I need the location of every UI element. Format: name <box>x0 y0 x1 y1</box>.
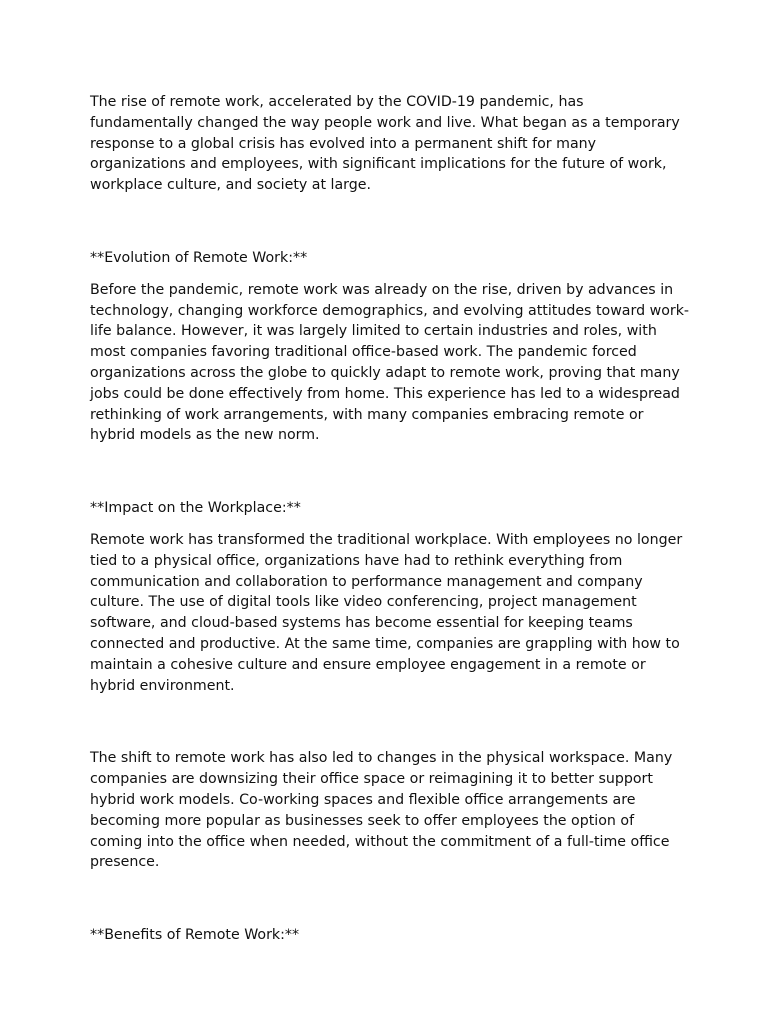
evolution-paragraph: Before the pandemic, remote work was already on the rise, driven by advances in technology, changing workforce demographics, and evolving attitudes toward work-life balance. However, it was largely limited to certain industries and roles, with most companies favoring traditional office-based work. The pandemic forced organizations across the globe to quickly adapt to remote work, proving that many jobs could be done effectively from home. This experience has led to a widespread rethinking of work arrangements, with many companies embracing remote or hybrid models as the new norm. <box>90 281 690 444</box>
evolution-heading: **Evolution of Remote Work:** <box>90 249 308 266</box>
impact-paragraph: Remote work has transformed the traditional workplace. With employees no longer tied to a physical office, organizations have had to rethink everything from communication and collaboration to performance management and company culture. The use of digital tools like video conferencing, project management software, and cloud-based systems has become essential for keeping teams connected and productive. At the same time, companies are grappling with how to maintain a cohesive culture and ensure employee engagement in a remote or hybrid environment. <box>90 531 683 694</box>
workspace-paragraph: The shift to remote work has also led to changes in the physical workspace. Many companies are downsizing their office space or reimagining it to better support hybrid work models. Co-working spaces and flexible office arrangements are becoming more popular as businesses seek to offer employees the option of coming into the office when needed, without the commitment of a full-time office presence. <box>90 750 673 871</box>
impact-heading: **Impact on the Workplace:** <box>90 500 301 517</box>
benefits-heading: **Benefits of Remote Work:** <box>90 927 300 944</box>
intro-paragraph: The rise of remote work, accelerated by the COVID-19 pandemic, has fundamentally changed the way people work and live. What began as a temporary response to a global crisis has evolved into a permanent shift for many organizations and employees, with significant implications for the future of work, workplace culture, and society at large. <box>90 94 680 194</box>
document-body <box>90 92 690 946</box>
